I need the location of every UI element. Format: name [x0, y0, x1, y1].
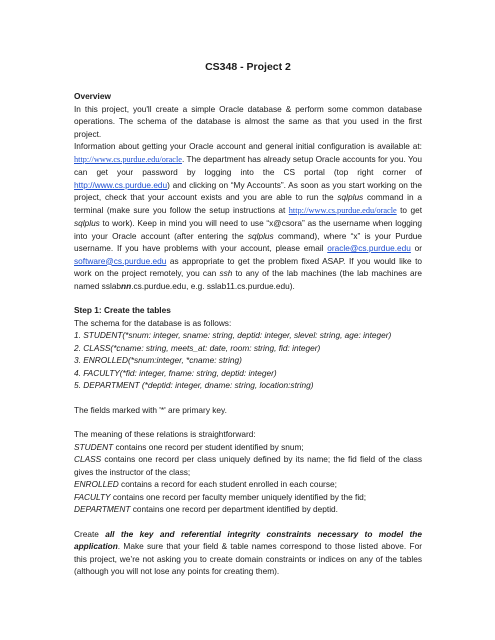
meaning-student: STUDENT contains one record per student identified by snum; — [74, 441, 304, 452]
meaning-enrolled: ENROLLED contains a record for each student enrolled in each course; — [74, 479, 337, 489]
oracle-email-link[interactable]: oracle@cs.purdue.edu — [327, 243, 411, 253]
meaning-intro: The meaning of these relations is straightforward: — [74, 429, 256, 439]
schema-intro: The schema for the database is as follows: — [74, 317, 232, 328]
step1-heading: Step 1: Create the tables — [74, 305, 171, 315]
overview-heading: Overview — [74, 91, 111, 101]
schema-item-department: 5. DEPARTMENT (*deptid: integer, dname: string, location:string) — [74, 380, 314, 390]
document-title: CS348 - Project 2 — [205, 61, 291, 73]
meaning-class: CLASS contains one record per class uniquely defined by its name; the fid field of the class gives the instructor of the class; — [74, 454, 422, 477]
software-email-link[interactable]: software@cs.purdue.edu — [74, 255, 167, 266]
constraints-paragraph: Create all the key and referential integrity constraints necessary to model the application. Make sure that your field & table names correspond to those listed above. For this project, we’re not asking you to create domain constraints or indices on any of the tables (although you will not lose any points for creating them). — [74, 528, 422, 576]
schema-item-enrolled: 3. ENROLLED(*snum:integer, *cname: string) — [74, 355, 242, 365]
schema-item-student: 1. STUDENT(*snum: integer, sname: string, deptid: integer, slevel: string, age: integer) — [74, 330, 392, 340]
meaning-faculty: FACULTY contains one record per faculty member uniquely identified by the fid; — [74, 491, 367, 502]
overview-paragraph-2: Information about getting your Oracle account and general initial configuration is available at: http://www.cs.purdue.edu/oracle. The department has already setup Oracle accounts for you. You can get your password by logging into the CS portal (top right corner of http://www.cs.purdue.edu) and clicking on “My Accounts”. As soon as you start working on the project, check that your account exists and you are able to run the sqlplus command in a terminal (make sure you follow the setup instructions at http://www.cs.purdue.edu/oracle to get sqlplus to work). Keep in mind you will need to use “x@csora” as the username when logging into your Oracle account (after entering the sqlplus command), where “x” is your Purdue username. If you have problems with your account, please email oracle@cs.purdue.edu or software@cs.purdue.edu as appropriate to get the problem fixed ASAP. If you would like to work on the project remotely, you can ssh to any of the lab machines (the lab machines are named sslabnn.cs.purdue.edu, e.g. sslab11.cs.purdue.edu). — [74, 141, 422, 291]
schema-item-faculty: 4. FACULTY(*fid: integer, fname: string, deptid: integer) — [74, 367, 277, 378]
meaning-department: DEPARTMENT contains one record per department identified by deptid. — [74, 504, 338, 514]
cs-portal-link[interactable]: http://www.cs.purdue.edu — [74, 179, 168, 190]
primary-key-note: The fields marked with '*' are primary key. — [74, 404, 227, 415]
oracle-link[interactable]: http://www.cs.purdue.edu/oracle — [74, 154, 182, 164]
oracle-setup-link[interactable]: http://www.cs.purdue.edu/oracle — [288, 205, 397, 215]
overview-paragraph-1: In this project, you'll create a simple Oracle database & perform some common database operations. The schema of the database is almost the same as that you used in the first project. — [74, 103, 422, 139]
schema-item-class: 2. CLASS(*cname: string, meets_at: date, room: string, fid: integer) — [74, 342, 321, 353]
